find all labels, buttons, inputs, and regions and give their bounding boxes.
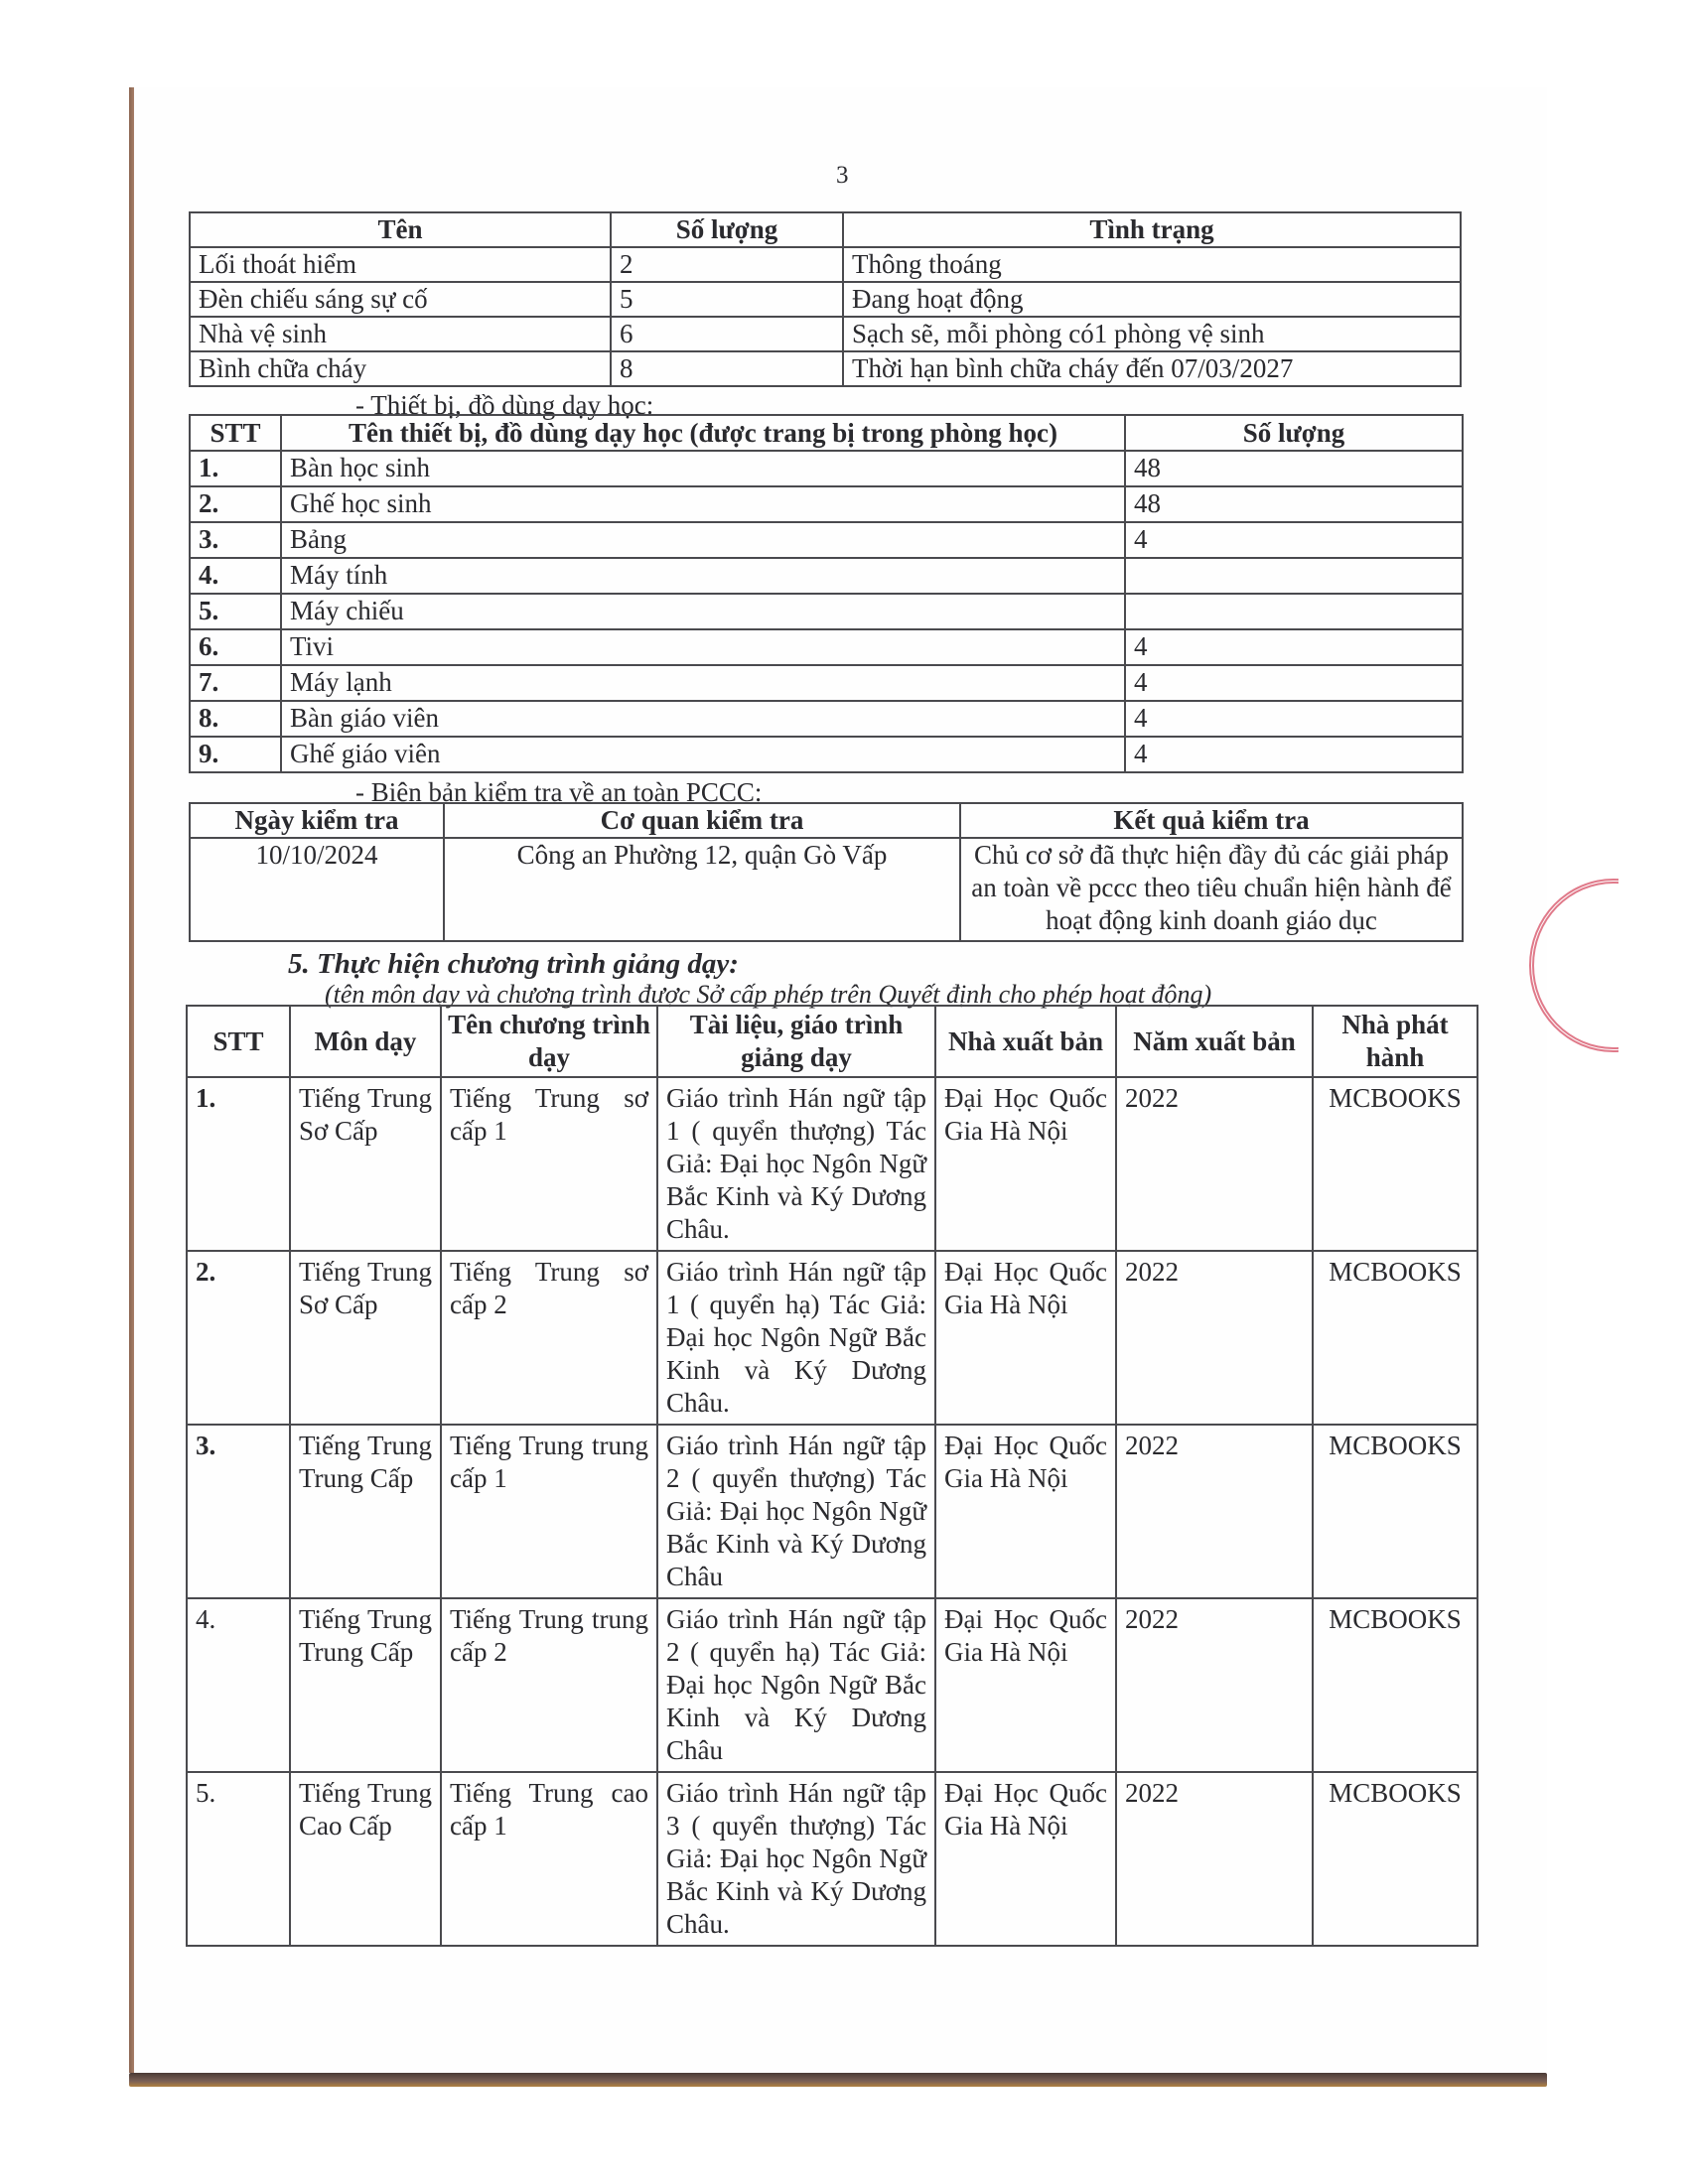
table-row bbox=[190, 665, 1463, 701]
cell-subject: Tiếng Trung Cao Cấp bbox=[290, 1772, 441, 1946]
cell-publisher: Đại Học Quốc Gia Hà Nội bbox=[935, 1425, 1116, 1598]
table-row bbox=[190, 282, 1461, 317]
cell-item: Máy tính bbox=[281, 558, 1125, 594]
cell-stt: 6. bbox=[190, 629, 281, 665]
cell-year: 2022 bbox=[1116, 1598, 1313, 1772]
cell-item: Bàn giáo viên bbox=[281, 701, 1125, 737]
table-row bbox=[187, 1251, 1477, 1425]
cell-distributor: MCBOOKS bbox=[1313, 1425, 1477, 1598]
cell-stt: 2. bbox=[190, 486, 281, 522]
table-header-row bbox=[187, 1006, 1477, 1077]
cell-agency: Công an Phường 12, quận Gò Vấp bbox=[444, 838, 960, 941]
column-header: Môn dạy bbox=[290, 1006, 441, 1077]
column-header: Tài liệu, giáo trình giảng dạy bbox=[657, 1006, 935, 1077]
cell-stt: 1. bbox=[187, 1077, 290, 1251]
section-note: (tên môn dạy và chương trình được Sở cấp phép trên Quyết định cho phép hoạt động) bbox=[325, 980, 1212, 1009]
cell-name: Bình chữa cháy bbox=[190, 351, 611, 386]
table-row bbox=[187, 1598, 1477, 1772]
cell-materials: Giáo trình Hán ngữ tập 2 ( quyển hạ) Tác Giả: Đại học Ngôn Ngữ Bắc Kinh và Ký Dương Châu bbox=[657, 1598, 935, 1772]
cell-stt: 5. bbox=[187, 1772, 290, 1946]
pccc-inspection-table bbox=[189, 802, 1464, 942]
cell-item: Bàn học sinh bbox=[281, 451, 1125, 486]
cell-program-name: Tiếng Trung sơ cấp 2 bbox=[441, 1251, 657, 1425]
table-row bbox=[187, 1077, 1477, 1251]
cell-status: Thời hạn bình chữa cháy đến 07/03/2027 bbox=[843, 351, 1461, 386]
paper-left-edge bbox=[129, 87, 134, 2073]
cell-item: Ghế học sinh bbox=[281, 486, 1125, 522]
cell-quantity: 4 bbox=[1125, 701, 1463, 737]
seal-ring-icon bbox=[1529, 879, 1618, 1052]
teaching-program-table bbox=[186, 1005, 1478, 1947]
column-header: Ngày kiểm tra bbox=[190, 803, 444, 838]
cell-item: Máy chiếu bbox=[281, 594, 1125, 629]
cell-program-name: Tiếng Trung sơ cấp 1 bbox=[441, 1077, 657, 1251]
cell-stt: 3. bbox=[190, 522, 281, 558]
table-row bbox=[187, 1425, 1477, 1598]
table-row bbox=[190, 737, 1463, 772]
column-header: Cơ quan kiểm tra bbox=[444, 803, 960, 838]
column-header: Số lượng bbox=[1125, 415, 1463, 451]
table-row bbox=[190, 247, 1461, 282]
column-header: Tình trạng bbox=[843, 212, 1461, 247]
table-row bbox=[190, 701, 1463, 737]
equipment-caption: - Thiết bị, đồ dùng dạy học: bbox=[355, 390, 654, 420]
cell-quantity: 48 bbox=[1125, 451, 1463, 486]
cell-stt: 8. bbox=[190, 701, 281, 737]
cell-distributor: MCBOOKS bbox=[1313, 1772, 1477, 1946]
table-row bbox=[190, 629, 1463, 665]
cell-quantity: 5 bbox=[611, 282, 843, 317]
table-row bbox=[190, 317, 1461, 351]
table-header-row bbox=[190, 212, 1461, 247]
cell-publisher: Đại Học Quốc Gia Hà Nội bbox=[935, 1772, 1116, 1946]
cell-materials: Giáo trình Hán ngữ tập 1 ( quyển hạ) Tác Giả: Đại học Ngôn Ngữ Bắc Kinh và Ký Dương Châu. bbox=[657, 1251, 935, 1425]
cell-quantity: 2 bbox=[611, 247, 843, 282]
cell-year: 2022 bbox=[1116, 1772, 1313, 1946]
cell-status: Đang hoạt động bbox=[843, 282, 1461, 317]
column-header: Nhà xuất bản bbox=[935, 1006, 1116, 1077]
cell-item: Bảng bbox=[281, 522, 1125, 558]
cell-name: Lối thoát hiểm bbox=[190, 247, 611, 282]
cell-year: 2022 bbox=[1116, 1425, 1313, 1598]
cell-quantity bbox=[1125, 558, 1463, 594]
table-header-row bbox=[190, 803, 1463, 838]
desk-edge bbox=[129, 2073, 1547, 2087]
column-header: Nhà phát hành bbox=[1313, 1006, 1477, 1077]
column-header: STT bbox=[187, 1006, 290, 1077]
table-row bbox=[190, 558, 1463, 594]
table-header-row bbox=[190, 415, 1463, 451]
cell-item: Tivi bbox=[281, 629, 1125, 665]
cell-distributor: MCBOOKS bbox=[1313, 1598, 1477, 1772]
cell-year: 2022 bbox=[1116, 1251, 1313, 1425]
column-header: Số lượng bbox=[611, 212, 843, 247]
cell-status: Thông thoáng bbox=[843, 247, 1461, 282]
cell-distributor: MCBOOKS bbox=[1313, 1077, 1477, 1251]
table-row bbox=[190, 486, 1463, 522]
cell-name: Đèn chiếu sáng sự cố bbox=[190, 282, 611, 317]
table-row bbox=[190, 351, 1461, 386]
cell-stt: 4. bbox=[187, 1598, 290, 1772]
cell-year: 2022 bbox=[1116, 1077, 1313, 1251]
cell-quantity bbox=[1125, 594, 1463, 629]
section-title: 5. Thực hiện chương trình giảng dạy: bbox=[288, 948, 739, 980]
cell-quantity: 4 bbox=[1125, 665, 1463, 701]
column-header: Tên chương trình dạy bbox=[441, 1006, 657, 1077]
cell-program-name: Tiếng Trung trung cấp 1 bbox=[441, 1425, 657, 1598]
table-row bbox=[190, 522, 1463, 558]
column-header: Năm xuất bản bbox=[1116, 1006, 1313, 1077]
cell-stt: 3. bbox=[187, 1425, 290, 1598]
column-header: Kết quả kiểm tra bbox=[960, 803, 1463, 838]
cell-quantity: 4 bbox=[1125, 522, 1463, 558]
cell-result: Chủ cơ sở đã thực hiện đầy đủ các giải pháp an toàn về pccc theo tiêu chuẩn hiện hành để hoạt động kinh doanh giáo dục bbox=[960, 838, 1463, 941]
cell-item: Máy lạnh bbox=[281, 665, 1125, 701]
cell-materials: Giáo trình Hán ngữ tập 3 ( quyển thượng) Tác Giả: Đại học Ngôn Ngữ Bắc Kinh và Ký Dương Châu. bbox=[657, 1772, 935, 1946]
cell-quantity: 4 bbox=[1125, 629, 1463, 665]
cell-item: Ghế giáo viên bbox=[281, 737, 1125, 772]
cell-quantity: 8 bbox=[611, 351, 843, 386]
cell-program-name: Tiếng Trung cao cấp 1 bbox=[441, 1772, 657, 1946]
cell-materials: Giáo trình Hán ngữ tập 1 ( quyển thượng) Tác Giả: Đại học Ngôn Ngữ Bắc Kinh và Ký Dương Châu. bbox=[657, 1077, 935, 1251]
cell-publisher: Đại Học Quốc Gia Hà Nội bbox=[935, 1077, 1116, 1251]
cell-status: Sạch sẽ, mỗi phòng có1 phòng vệ sinh bbox=[843, 317, 1461, 351]
cell-quantity: 4 bbox=[1125, 737, 1463, 772]
cell-publisher: Đại Học Quốc Gia Hà Nội bbox=[935, 1251, 1116, 1425]
cell-stt: 2. bbox=[187, 1251, 290, 1425]
cell-name: Nhà vệ sinh bbox=[190, 317, 611, 351]
equipment-table bbox=[189, 414, 1464, 773]
cell-stt: 1. bbox=[190, 451, 281, 486]
red-seal-stamp bbox=[1529, 879, 1618, 1052]
table-row bbox=[187, 1772, 1477, 1946]
cell-subject: Tiếng Trung Trung Cấp bbox=[290, 1598, 441, 1772]
cell-stt: 7. bbox=[190, 665, 281, 701]
table-row bbox=[190, 594, 1463, 629]
table-row bbox=[190, 451, 1463, 486]
cell-stt: 9. bbox=[190, 737, 281, 772]
cell-subject: Tiếng Trung Sơ Cấp bbox=[290, 1251, 441, 1425]
cell-stt: 4. bbox=[190, 558, 281, 594]
cell-publisher: Đại Học Quốc Gia Hà Nội bbox=[935, 1598, 1116, 1772]
cell-program-name: Tiếng Trung trung cấp 2 bbox=[441, 1598, 657, 1772]
page-number: 3 bbox=[836, 162, 849, 189]
column-header: Tên thiết bị, đồ dùng dạy học (được trang bị trong phòng học) bbox=[281, 415, 1125, 451]
cell-quantity: 6 bbox=[611, 317, 843, 351]
cell-subject: Tiếng Trung Trung Cấp bbox=[290, 1425, 441, 1598]
cell-distributor: MCBOOKS bbox=[1313, 1251, 1477, 1425]
cell-stt: 5. bbox=[190, 594, 281, 629]
column-header: STT bbox=[190, 415, 281, 451]
safety-facilities-table bbox=[189, 211, 1462, 387]
cell-quantity: 48 bbox=[1125, 486, 1463, 522]
cell-date: 10/10/2024 bbox=[190, 838, 444, 941]
table-row bbox=[190, 838, 1463, 941]
cell-materials: Giáo trình Hán ngữ tập 2 ( quyển thượng) Tác Giả: Đại học Ngôn Ngữ Bắc Kinh và Ký Dương Châu bbox=[657, 1425, 935, 1598]
pccc-caption: - Biên bản kiểm tra về an toàn PCCC: bbox=[355, 777, 763, 807]
cell-subject: Tiếng Trung Sơ Cấp bbox=[290, 1077, 441, 1251]
column-header: Tên bbox=[190, 212, 611, 247]
